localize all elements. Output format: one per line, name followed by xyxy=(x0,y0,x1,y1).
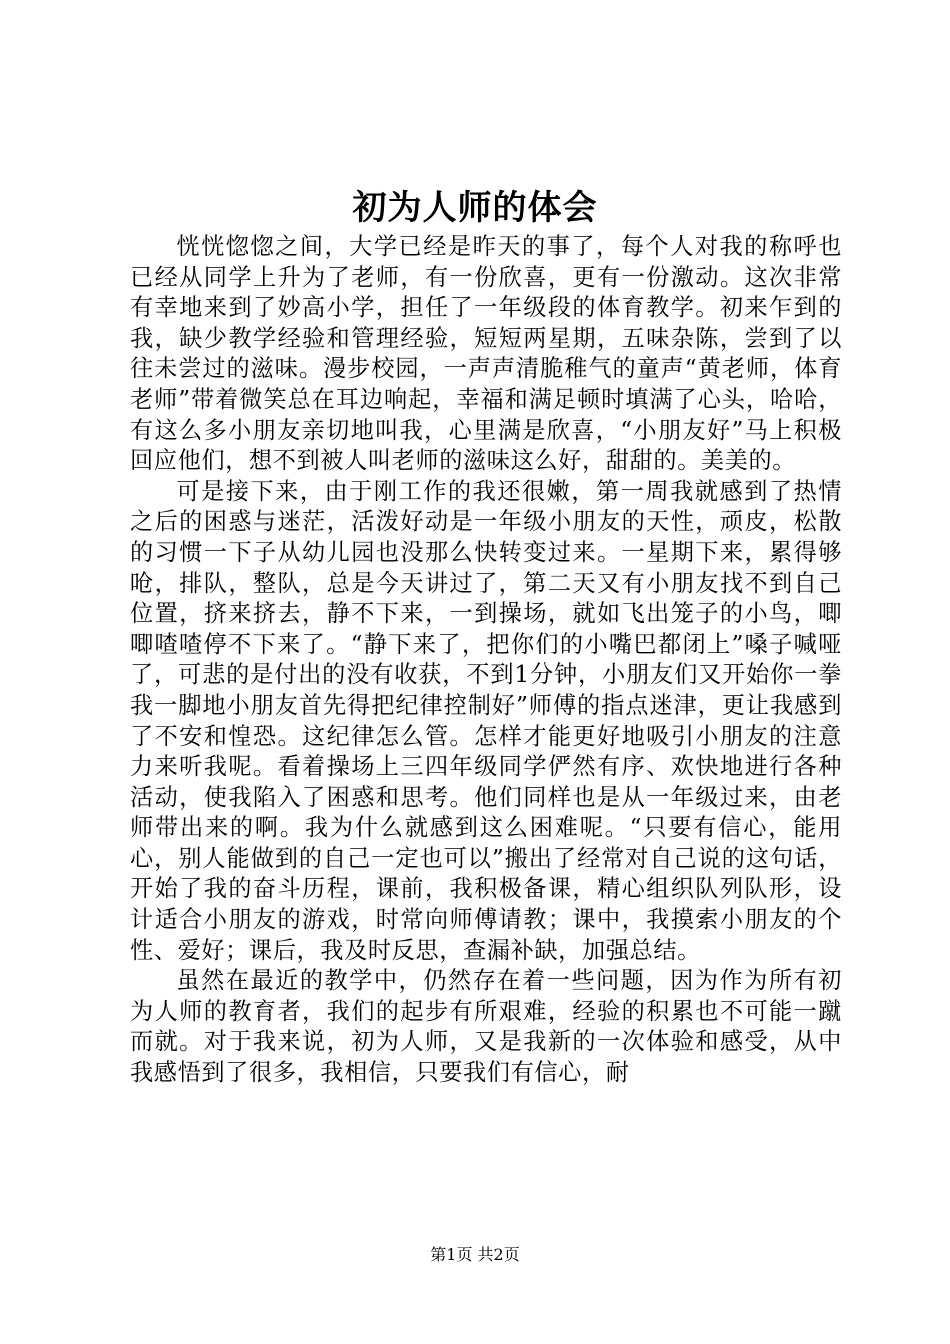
document-title: 初为人师的体会 xyxy=(352,188,598,228)
paragraph-3: 虽然在最近的教学中，仍然存在着一些问题，因为作为所有初为人师的教育者，我们的起步有所艰难，经验的积累也不可能一蹴而就。对于我来说，初为人师，又是我新的一次体验和感受，从中我感悟到了很多，我相信，只要我们有信心，耐 xyxy=(130,967,842,1087)
paragraph-1: 恍恍惚惚之间，大学已经是昨天的事了，每个人对我的称呼也已经从同学上升为了老师，有一份欣喜，更有一份激动。这次非常有幸地来到了妙高小学，担任了一年级段的体育教学。初来乍到的我，缺少教学经验和管理经验，短短两星期，五味杂陈，尝到了以往未尝过的滋味。漫步校园，一声声清脆稚气的童声“黄老师，体育老师”带着微笑总在耳边响起，幸福和满足顿时填满了心头，哈哈，有这么多小朋友亲切地叫我，心里满是欣喜，“小朋友好”马上积极回应他们，想不到被人叫老师的滋味这么好，甜甜的。美美的。 xyxy=(130,233,842,475)
paragraph-2: 可是接下来，由于刚工作的我还很嫩，第一周我就感到了热情之后的困惑与迷茫，活泼好动是一年级小朋友的天性，顽皮，松散的习惯一下子从幼儿园也没那么快转变过来。一星期下来，累得够呛，排队，整队，总是今天讲过了，第二天又有小朋友找不到自己位置，挤来挤去，静不下来，一到操场，就如飞出笼子的小鸟，唧唧喳喳停不下来了。“静下来了，把你们的小嘴巴都闭上”嗓子喊哑了，可悲的是付出的没有收获，不到1分钟，小朋友们又开始你一拳我一脚地小朋友首先得把纪律控制好”师傅的指点迷津，更让我感到了不安和惶恐。这纪律怎么管。怎样才能更好地吸引小朋友的注意力来听我呢。看着操场上三四年级同学俨然有序、欢快地进行各种活动，使我陷入了困惑和思考。他们同样也是从一年级过来，由老师带出来的啊。我为什么就感到这么困难呢。“只要有信心，能用心，别人能做到的自己一定也可以”搬出了经常对自己说的这句话，开始了我的奋斗历程，课前，我积极备课，精心组织队列队形，设计适合小朋友的游戏，时常向师傅请教；课中，我摸索小朋友的个性、爱好；课后，我及时反思，查漏补缺，加强总结。 xyxy=(130,477,842,964)
page-number-footer: 第1页 共2页 xyxy=(430,1245,520,1264)
document-body xyxy=(130,232,842,1089)
